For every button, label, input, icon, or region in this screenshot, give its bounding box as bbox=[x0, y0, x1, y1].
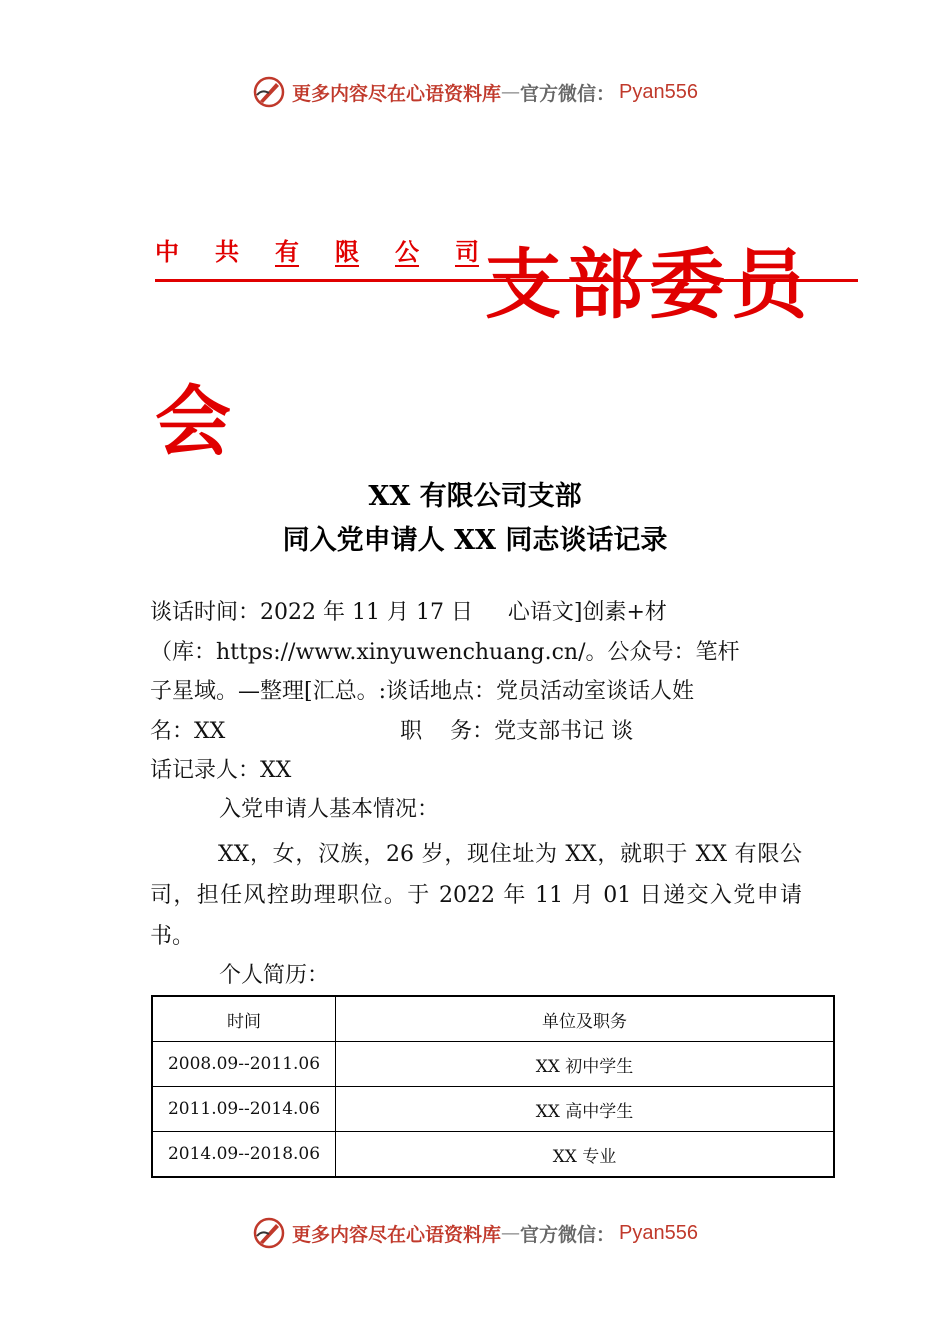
table-header-cell: 时间 bbox=[152, 996, 336, 1042]
table-cell: 2014.09--2018.06 bbox=[152, 1132, 336, 1178]
table-header-cell: 单位及职务 bbox=[336, 996, 835, 1042]
info-line: 谈话时间：2022 年 11 月 17 日 心语文]创素+材 bbox=[150, 600, 667, 625]
info-line: 名：XX 职 务：党支部书记 谈 bbox=[150, 718, 634, 744]
org-name-big-continued: 会 bbox=[155, 377, 231, 466]
resume-heading: 个人简历： bbox=[219, 963, 330, 988]
table-cell: 2011.09--2014.06 bbox=[152, 1087, 336, 1132]
banner-dash: — bbox=[501, 1222, 521, 1244]
info-line: 话记录人：XX bbox=[150, 758, 292, 783]
basic-info-heading: 入党申请人基本情况： bbox=[219, 797, 440, 822]
info-line: （库：https://www.xinyuwenchuang.cn/。公众号：笔杆 bbox=[150, 639, 740, 665]
table-cell: XX 专业 bbox=[336, 1132, 835, 1178]
org-char: 有 bbox=[275, 238, 299, 266]
bottom-banner bbox=[0, 1213, 950, 1253]
org-name-small bbox=[155, 232, 515, 267]
table-cell: XX 高中学生 bbox=[336, 1087, 835, 1132]
table-cell: XX 初中学生 bbox=[336, 1042, 835, 1087]
table-row bbox=[152, 1087, 834, 1132]
banner-wechat-label: 官方微信： bbox=[520, 1223, 616, 1246]
info-line: 子星域。—整理[汇总。:谈话地点：党员活动室谈话人姓 bbox=[150, 679, 694, 704]
org-name-big: 支部委员 bbox=[485, 240, 813, 329]
table-header-row bbox=[152, 996, 834, 1042]
org-char: 公 bbox=[395, 238, 419, 266]
org-char: 限 bbox=[335, 238, 359, 266]
table-row bbox=[152, 1042, 834, 1087]
interview-info bbox=[150, 593, 802, 791]
banner-wechat-id: Pyan556 bbox=[619, 1221, 698, 1244]
quill-pen-logo-icon bbox=[252, 75, 286, 109]
org-char: 中 bbox=[155, 238, 179, 266]
org-char: 共 bbox=[215, 238, 239, 266]
quill-pen-logo-icon bbox=[252, 1216, 286, 1250]
top-banner bbox=[0, 72, 950, 112]
banner-wechat-id: Pyan556 bbox=[619, 80, 698, 103]
table-row bbox=[152, 1132, 834, 1178]
table-cell: 2008.09--2011.06 bbox=[152, 1042, 336, 1087]
basic-info-text: XX，女，汉族，26 岁，现住址为 XX，就职于 XX 有限公司，担任风控助理职位。于 2022 年 11 月 01 日递交入党申请书。 bbox=[150, 842, 802, 949]
document-subtitle: 同入党申请人 XX 同志谈话记录 bbox=[282, 525, 668, 556]
banner-dash: — bbox=[501, 81, 521, 103]
banner-text: 更多内容尽在心语资料库 bbox=[292, 82, 502, 105]
document-title: XX 有限公司支部 bbox=[368, 481, 582, 512]
org-char: 司 bbox=[455, 238, 479, 266]
resume-table bbox=[151, 995, 835, 1178]
banner-wechat-label: 官方微信： bbox=[520, 82, 616, 105]
banner-text: 更多内容尽在心语资料库 bbox=[292, 1223, 502, 1246]
